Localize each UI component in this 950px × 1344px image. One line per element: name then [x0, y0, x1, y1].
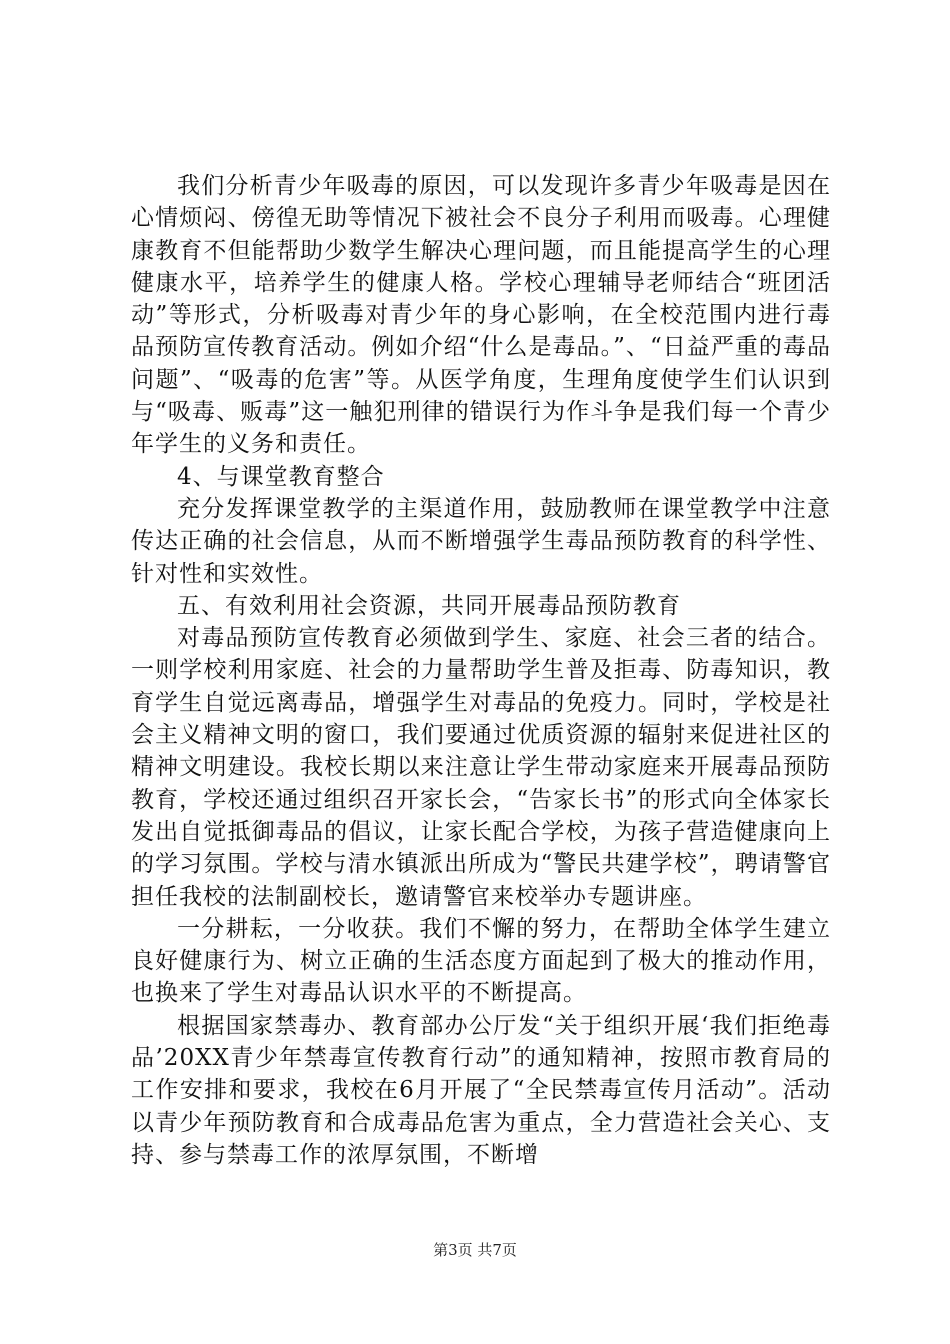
paragraph-campaign: 根据国家禁毒办、教育部办公厅发“关于组织开展‘我们拒绝毒品’20XX青少年禁毒宣传教育行动”的通知精神，按照市教育局的工作安排和要求，我校在6月开展了“全民禁毒宣传月活动”。活动以青少年预防教育和合成毒品危害为重点，全力营造社会关心、支持、参与禁毒工作的浓厚氛围，不断增: [131, 1012, 831, 1168]
section-heading-classroom: 4、与课堂教育整合: [177, 463, 385, 490]
body-text: [131, 170, 831, 1171]
section-heading-social-resources: 五、有效利用社会资源，共同开展毒品预防教育: [177, 592, 681, 619]
paragraph-results: 一分耕耘，一分收获。我们不懈的努力，在帮助全体学生建立良好健康行为、树立正确的生活态度方面起到了极大的推动作用，也换来了学生对毒品认识水平的不断提高。: [131, 915, 831, 1007]
paragraph-drug-causes: 我们分析青少年吸毒的原因，可以发现许多青少年吸毒是因在心情烦闷、傍徨无助等情况下被社会不良分子利用而吸毒。心理健康教育不但能帮助少数学生解决心理问题，而且能提高学生的心理健康水平，培养学生的健康人格。学校心理辅导老师结合“班团活动”等形式，分析吸毒对青少年的身心影响，在全校范围内进行毒品预防宣传教育活动。例如介绍“什么是毒品。”、“日益严重的毒品问题”、“吸毒的危害”等。从医学角度，生理角度使学生们认识到与“吸毒、贩毒”这一触犯刑律的错误行为作斗争是我们每一个青少年学生的义务和责任。: [131, 173, 831, 458]
paragraph-classroom: 充分发挥课堂教学的主渠道作用，鼓励教师在课堂教学中注意传达正确的社会信息，从而不断增强学生毒品预防教育的科学性、针对性和实效性。: [131, 495, 831, 587]
paragraph-social-resources: 对毒品预防宣传教育必须做到学生、家庭、社会三者的结合。一则学校利用家庭、社会的力量帮助学生普及拒毒、防毒知识，教育学生自觉远离毒品，增强学生对毒品的免疫力。同时，学校是社会主义精神文明的窗口，我们要通过优质资源的辐射来促进社区的精神文明建设。我校长期以来注意让学生带动家庭来开展毒品预防教育，学校还通过组织召开家长会，“告家长书”的形式向全体家长发出自觉抵御毒品的倡议，让家长配合学校，为孩子营造健康向上的学习氛围。学校与清水镇派出所成为“警民共建学校”，聘请警官担任我校的法制副校长，邀请警官来校举办专题讲座。: [131, 625, 831, 910]
page-number-footer: 第3页 共7页: [433, 1241, 517, 1259]
